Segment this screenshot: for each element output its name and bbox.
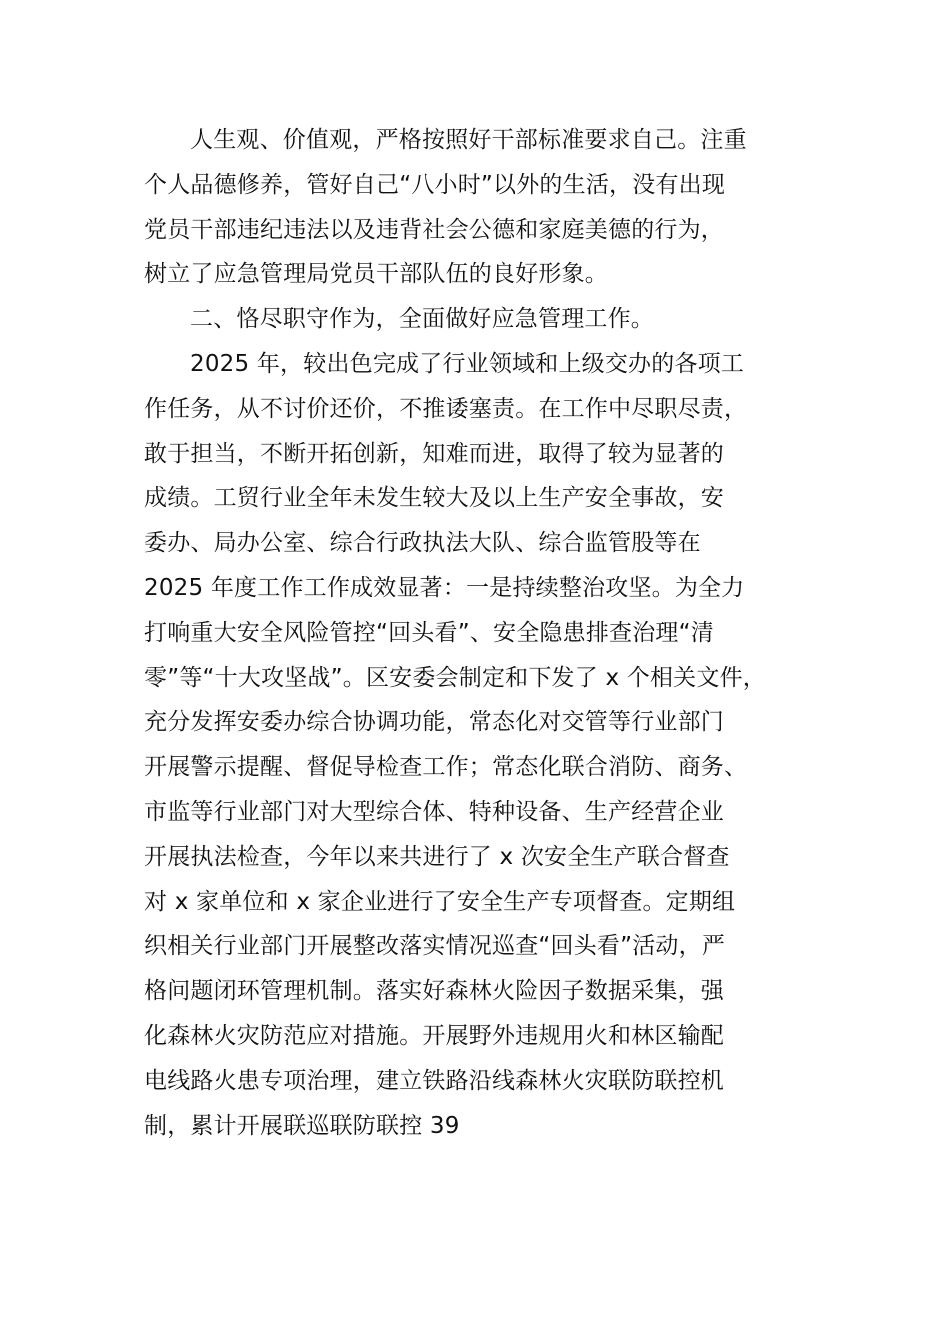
text-line-3: 党员干部违纪违法以及违背社会公德和家庭美德的行为，: [144, 216, 724, 243]
text-line-11: 2025 年度工作工作成效显著：一是持续整治攻坚。为全力: [144, 574, 745, 601]
text-line-20: 格问题闭环管理机制。落实好森林火险因子数据采集，强: [144, 978, 724, 1005]
document-body: [144, 118, 834, 1148]
text-line-8: 敢于担当，不断开拓创新，知难而进，取得了较为显著的: [144, 440, 724, 467]
text-line-19: 织相关行业部门开展整改落实情况巡查“回头看”活动，严: [144, 933, 726, 960]
text-line-12: 打响重大安全风险管控“回头看”、安全隐患排查治理“清: [144, 619, 714, 646]
text-line-13: 零”等“十大攻坚战”。区安委会制定和下发了 x 个相关文件，: [144, 664, 766, 691]
text-line-17: 开展执法检查，今年以来共进行了 x 次安全生产联合督查: [144, 843, 730, 870]
text-line-15: 开展警示提醒、督促导检查工作；常态化联合消防、商务、: [144, 754, 748, 781]
text-line-2: 个人品德修养，管好自己“八小时”以外的生活，没有出现: [144, 171, 726, 198]
text-line-18: 对 x 家单位和 x 家企业进行了安全生产专项督查。定期组: [144, 888, 736, 915]
text-line-1: 人生观、价值观，严格按照好干部标准要求自己。注重: [190, 127, 747, 153]
text-line-6: 2025 年，较出色完成了行业领域和上级交办的各项工: [190, 350, 745, 377]
text-line-4: 树立了应急管理局党员干部队伍的良好形象。: [144, 261, 608, 288]
text-line-14: 充分发挥安委办综合协调功能，常态化对交管等行业部门: [144, 709, 724, 736]
text-line-10: 委办、局办公室、综合行政执法大队、综合监管股等在: [144, 530, 701, 557]
text-line-21: 化森林火灾防范应对措施。开展野外违规用火和林区输配: [144, 1022, 724, 1049]
text-line-22: 电线路火患专项治理，建立铁路沿线森林火灾联防联控机: [144, 1067, 724, 1094]
text-line-16: 市监等行业部门对大型综合体、特种设备、生产经营企业: [144, 798, 724, 825]
text-line-9: 成绩。工贸行业全年未发生较大及以上生产安全事故，安: [144, 485, 724, 512]
text-line-7: 作任务，从不讨价还价，不推诿塞责。在工作中尽职尽责，: [144, 395, 748, 422]
section-heading: 二、恪尽职守作为，全面做好应急管理工作。: [190, 306, 654, 333]
text-line-23: 制，累计开展联巡联防联控 39: [144, 1112, 460, 1139]
